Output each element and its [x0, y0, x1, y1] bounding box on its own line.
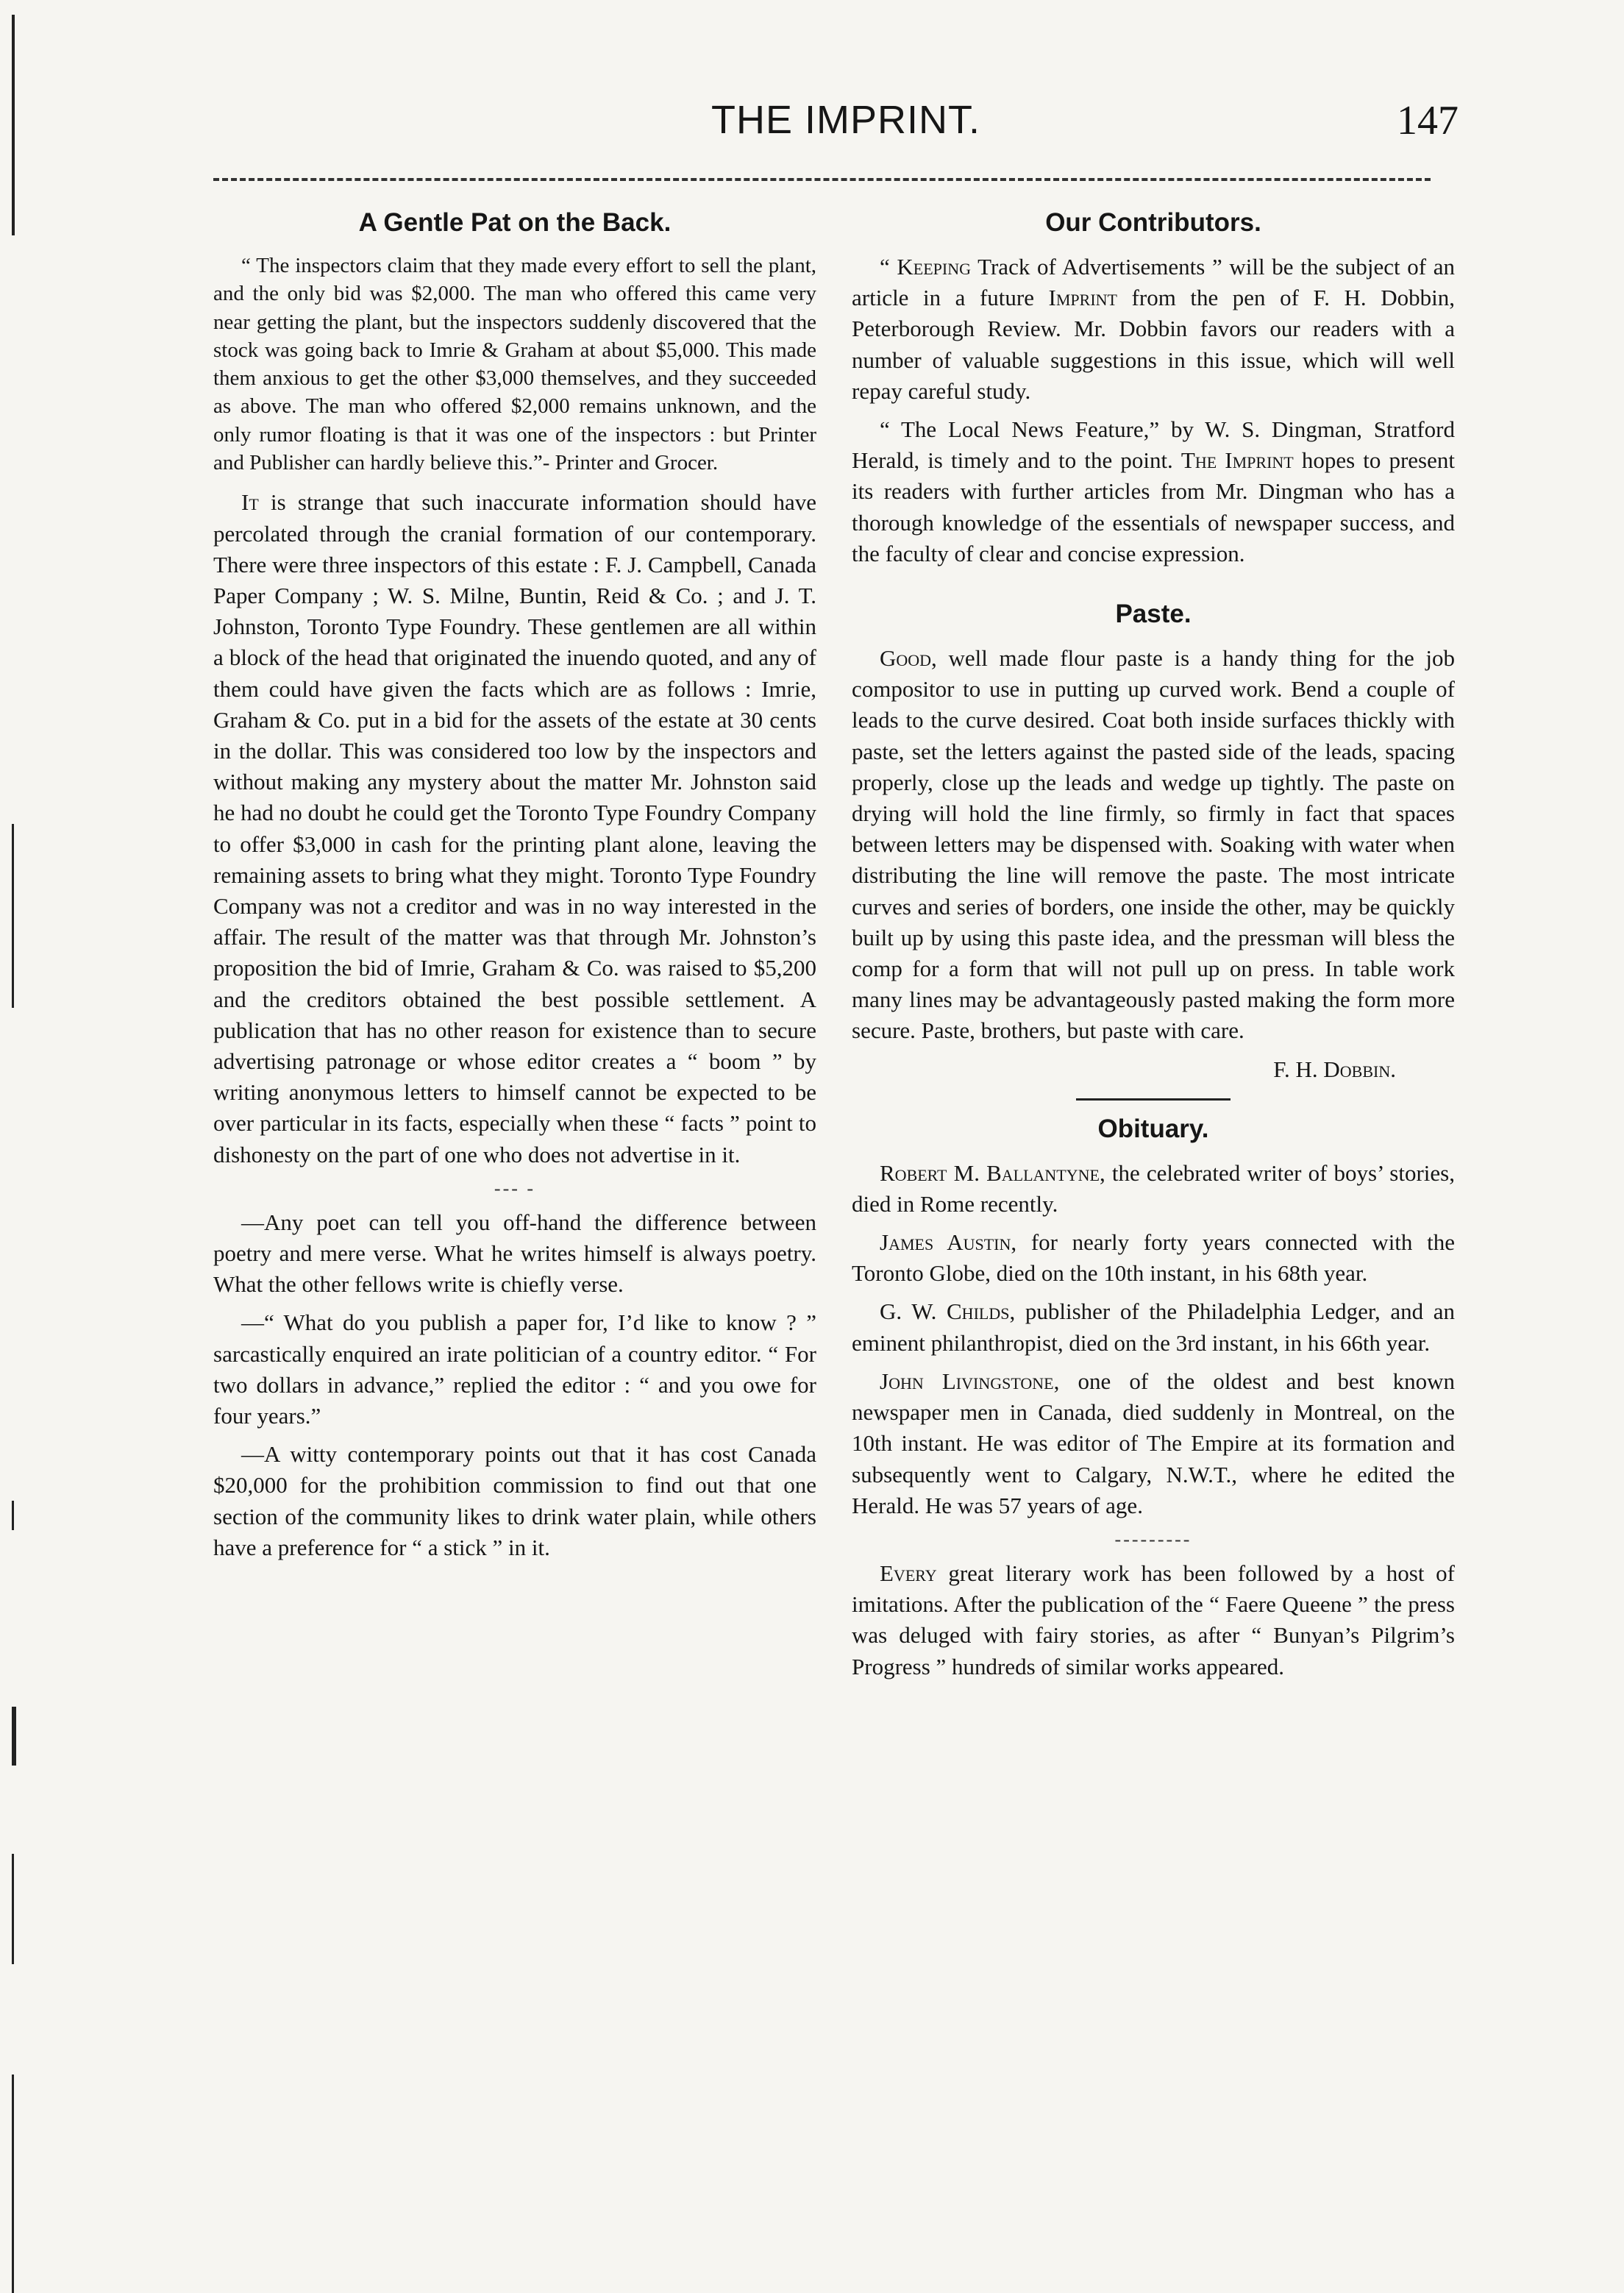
binding-mark [12, 15, 15, 235]
running-head: THE IMPRINT. [710, 98, 980, 142]
obituary-entry [852, 1366, 1455, 1521]
section-separator: --------- [1114, 1528, 1192, 1550]
left-column [213, 207, 816, 1571]
binding-mark [12, 824, 14, 1008]
literary-paragraph [852, 1558, 1455, 1682]
drop-lead: Good, [880, 645, 937, 672]
obituary-entry [852, 1296, 1455, 1358]
obituary-name: Robert M. Ballantyne, [880, 1159, 1105, 1186]
obituary-text: for nearly forty years connected with the Toronto Globe, died on the 10th instant, in his 68th year. [852, 1229, 1456, 1287]
printer-grocer-quote: “ The inspectors claim that they made every effort to sell the plant, and the only bid was $2,000. The man who offered this came very near getting the plant, but the inspectors suddenly discovered that the stock was going back to Imrie & Graham at about $5,000. This made them anxious to get the other $3,000 themselves, and they succeeded as above. The man who offered $2,000 remains unknown, and the only rumor floating is that it was one of the inspectors : but Printer and Publisher can hardly believe this.”- Printer and Grocer. [213, 254, 816, 475]
obituary-text: the celebrated writer of boys’ stories, died in Rome recently. [852, 1159, 1455, 1217]
obituary-heading: Obituary. [1097, 1114, 1209, 1143]
contributors-text: Track of Advertisements ” will be the subject of an article in a future [852, 254, 1455, 311]
gentle-pat-body [213, 487, 816, 1170]
obituary-name: John Livingstone, [880, 1368, 1060, 1394]
gentle-pat-text: is strange that such inaccurate information should have percolated through the cranial formation of our contemporary. There were three inspectors of this estate : F. J. Campbell, Canada Paper Company ; W. S. Milne, Buntin, Reid & Co. ; and J. T. Johnston, Toronto Type Foundry. These gentlemen are all within a block of the head that originated the inuendo quoted, and any of them could have given the facts which are as follows : Imrie, Graham & Co. put in a bid for the assets of the estate at 30 cents in the dollar. This was considered too low by the inspectors and without making any mystery about the matter Mr. Johnston said he had no doubt he could get the Toronto Type Foundry Company to offer $3,000 in cash for the printing plant alone, leaving the remaining assets to bring what they might. Toronto Type Foundry Company was not a creditor and was in no way interested in the affair. The result of the matter was that through Mr. Johnston’s proposition the bid of Imrie, Graham & Co. was raised to $5,200 and the creditors obtained the best possible settlement. A publication that has no other reason for existence than to secure advertising patronage or whose editor creates a “ boom ” by writing anonymous letters to himself cannot be expected to be over particular in its facts, especially when these “ facts ” point to dishonesty on the part of one who does not advertise in it. [213, 489, 816, 1167]
contributors-heading: Our Contributors. [1045, 208, 1261, 237]
header-rule [213, 178, 1431, 181]
obituary-name: James Austin, [880, 1229, 1017, 1256]
poet-paragraph: —Any poet can tell you off-hand the difference between poetry and mere verse. What he writes himself is always poetry. What the other fellows write is chiefly verse. [213, 1209, 816, 1298]
section-separator: --- - [494, 1177, 536, 1199]
contributors-text: “ The Local News Feature,” by W. S. Dingman, Stratford Herald, is timely and to the point. [852, 416, 1455, 474]
drop-lead: It [241, 489, 259, 516]
imprint-name: The Imprint [1180, 447, 1294, 474]
right-column [852, 207, 1455, 1690]
contributors-text: from the pen of F. H. Dobbin, Peterborough Review. Mr. Dobbin favors our readers with a number of valuable suggestions in this issue, which will well repay careful study. [852, 285, 1455, 404]
contributors-text: hopes to present its readers with further articles from Mr. Dingman who has a thorough knowledge of the essentials of newspaper success, and the faculty of clear and concise expression. [852, 447, 1455, 566]
drop-lead: Every [880, 1560, 937, 1586]
paste-heading: Paste. [1115, 600, 1192, 629]
binding-mark [12, 1501, 14, 1530]
binding-mark [12, 1707, 16, 1766]
obituary-name: G. W. Childs, [880, 1298, 1016, 1325]
paste-signature: F. H. Dobbin. [1273, 1056, 1396, 1082]
imprint-name: Imprint [1048, 285, 1117, 311]
paste-paragraph [852, 643, 1455, 1047]
section-divider [1076, 1098, 1231, 1101]
page-number: 147 [1397, 98, 1459, 143]
obituary-entry [852, 1158, 1455, 1220]
contributors-paragraph-2 [852, 414, 1455, 569]
paste-text: well made flour paste is a handy thing for the job compositor to use in putting up curved work. Bend a couple of leads to the curve desired. Coat both inside surfaces thickly with paste, set the letters against the pasted side of the leads, spacing properly, close up the leads and wedge up tightly. The paste on drying will hold the line firmly, so firmly in fact that spaces between letters may be dispensed with. Soaking with water when distributing the line will remove the paste. The most intricate curves and series of borders, one inside the other, may be quickly built up by using this paste idea, and the pressman will bless the comp for a form that will not pull up on press. In table work many lines may be advantageously pasted making the form more secure. Paste, brothers, but paste with care. [852, 645, 1455, 1044]
contributors-paragraph-1 [852, 252, 1455, 407]
witty-paragraph: —A witty contemporary points out that it has cost Canada $20,000 for the prohibition commission to find out that one section of the community likes to drink water plain, while others have a preference for “ a stick ” in it. [213, 1441, 816, 1560]
obituary-entry [852, 1227, 1455, 1289]
gentle-pat-heading: A Gentle Pat on the Back. [358, 208, 672, 237]
obituary-text: one of the oldest and best known newspaper men in Canada, died suddenly in Montreal, on the 10th instant. He was editor of The Empire at its formation and subsequently went to Calgary, N.W.T., where he edited the Herald. He was 57 years of age. [852, 1368, 1455, 1518]
drop-lead: “ Keeping [880, 254, 972, 280]
binding-mark [12, 2075, 14, 2293]
publish-paragraph: —“ What do you publish a paper for, I’d like to know ? ” sarcastically enquired an irate politician of a country editor. “ For two dollars in advance,” replied the editor : “ and you owe for four years.” [213, 1309, 816, 1429]
literary-text: great literary work has been followed by a host of imitations. After the publication of the “ Faere Queene ” the press was deluged with fairy stories, as after “ Bunyan’s Pilgrim’s Progress ” hundreds of similar works appeared. [852, 1560, 1455, 1679]
binding-mark [12, 1854, 14, 1964]
obituary-text: publisher of the Philadelphia Ledger, and an eminent philanthropist, died on the 3rd instant, in his 66th year. [852, 1298, 1455, 1356]
